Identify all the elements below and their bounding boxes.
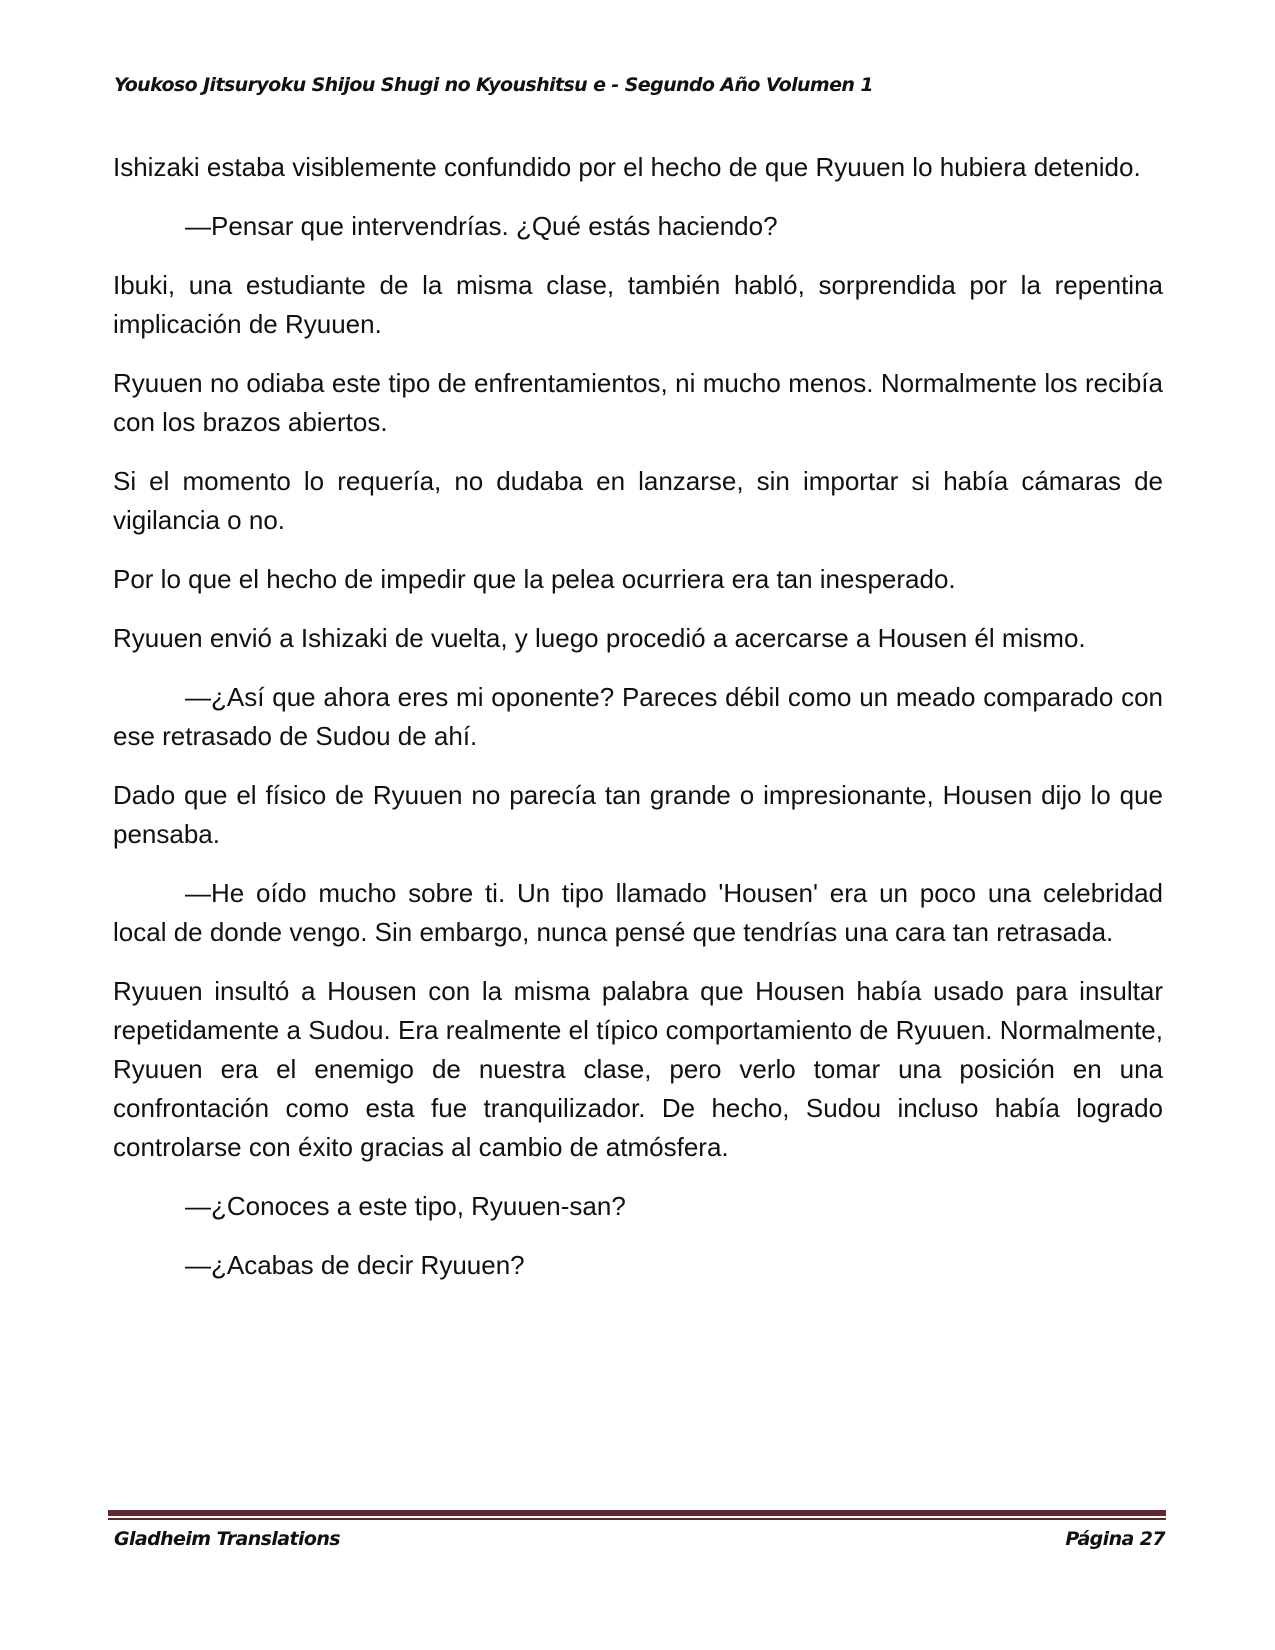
paragraph: Por lo que el hecho de impedir que la pelea ocurriera era tan inesperado. [113, 564, 956, 594]
paragraph: Ryuuen insultó a Housen con la misma palabra que Housen había usado para insultar repetidamente a Sudou. Era realmente el típico comportamiento de Ryuuen. Normalmente, Ryuuen era el enemigo de nuestra clase, pero verlo tomar una posición en una confrontación como esta fue tranquilizador. De hecho, Sudou incluso había logrado controlarse con éxito gracias al cambio de atmósfera. [113, 976, 1163, 1162]
dialogue-paragraph: —He oído mucho sobre ti. Un tipo llamado 'Housen' era un poco una celebridad local de donde vengo. Sin embargo, nunca pensé que tendrías una cara tan retrasada. [113, 878, 1163, 947]
paragraph: Ibuki, una estudiante de la misma clase, también habló, sorprendida por la repentina implicación de Ryuuen. [113, 270, 1163, 339]
paragraph: Ishizaki estaba visiblemente confundido por el hecho de que Ryuuen lo hubiera detenido. [113, 152, 1141, 182]
paragraph: Dado que el físico de Ryuuen no parecía tan grande o impresionante, Housen dijo lo que pensaba. [113, 780, 1163, 849]
dialogue-paragraph: —¿Conoces a este tipo, Ryuuen-san? [185, 1191, 626, 1221]
paragraph: Si el momento lo requería, no dudaba en lanzarse, sin importar si había cámaras de vigilancia o no. [113, 466, 1163, 535]
footer-rule-thin [108, 1518, 1166, 1520]
page-number: Página 27 [1065, 1528, 1165, 1550]
dialogue-paragraph: —¿Así que ahora eres mi oponente? Pareces débil como un meado comparado con ese retrasado de Sudou de ahí. [113, 682, 1163, 751]
dialogue-paragraph: —Pensar que intervendrías. ¿Qué estás haciendo? [185, 211, 778, 241]
paragraph: Ryuuen envió a Ishizaki de vuelta, y luego procedió a acercarse a Housen él mismo. [113, 623, 1086, 653]
running-header: Youkoso Jitsuryoku Shijou Shugi no Kyoushitsu e - Segundo Año Volumen 1 [114, 74, 873, 96]
paragraph: Ryuuen no odiaba este tipo de enfrentamientos, ni mucho menos. Normalmente los recibía con los brazos abiertos. [113, 368, 1163, 437]
page-body [113, 148, 1163, 1305]
footer-rule-thick [108, 1510, 1166, 1516]
dialogue-paragraph: —¿Acabas de decir Ryuuen? [185, 1250, 525, 1280]
footer-credit: Gladheim Translations [114, 1528, 340, 1550]
